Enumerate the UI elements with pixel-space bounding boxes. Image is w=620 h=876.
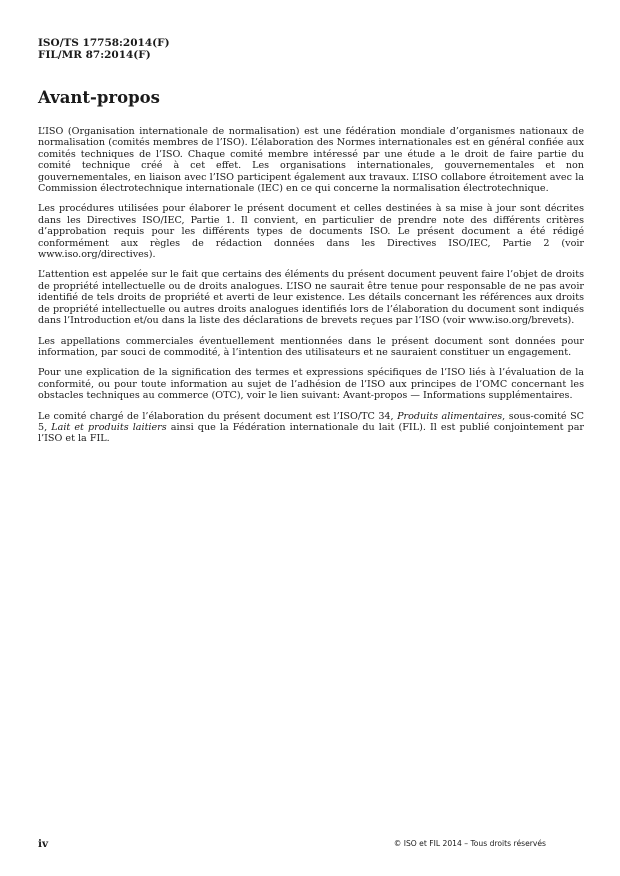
paragraph-iso-organisation: L’ISO (Organisation internationale de normalisation) est une fédération mondiale d’organismes nationaux de normalisation (comités membres de l’ISO). L’élaboration des Normes internationales est en général confiée aux comités techniques de l’ISO. Chaque comité membre intéressé par une étude a le droit de faire partie du comité technique créé à cet effet. Les organisations internationales, gouvernementales et non gouvernementales, en liaison avec l’ISO participent également aux travaux. L’ISO collabore étroitement avec la Commission électrotechnique internationale (IEC) en ce qui concerne la normalisation électrotechnique. (38, 126, 584, 195)
copyright-notice: © ISO et FIL 2014 – Tous droits réservés (393, 839, 546, 848)
committee-text-2: , sous-comité SC 5, (38, 410, 584, 433)
paragraph-conformity-terms: Pour une explication de la signification des termes et expressions spécifiques de l’ISO liés à l’évaluation de la conformité, ou pour toute information au sujet de l’adhésion de l’ISO aux principes de l’OMC concernant les obstacles techniques au commerce (OTC), voir le lien suivant: Avant-propos — Informations supplémentaires. (38, 367, 584, 402)
paragraph-procedures: Les procédures utilisées pour élaborer le présent document et celles destinées à sa mise à jour sont décrites dans les Directives ISO/IEC, Partie 1. Il convient, en particulier de prendre note des différents critères d’approbation requis pour les différents types de documents ISO. Le présent document a été rédigé conformément aux règles de rédaction données dans les Directives ISO/IEC, Partie 2 (voir www.iso.org/directives). (38, 203, 584, 261)
foreword-body (38, 126, 584, 454)
paragraph-patent-rights: L’attention est appelée sur le fait que certains des éléments du présent document peuvent faire l’objet de droits de propriété intellectuelle ou de droits analogues. L’ISO ne saurait être tenue pour responsable de ne pas avoir identifié de tels droits de propriété et averti de leur existence. Les détails concernant les références aux droits de propriété intellectuelle ou autres droits analogues identifiés lors de l’élaboration du document sont indiqués dans l’Introduction et/ou dans la liste des déclarations de brevets reçues par l’ISO (voir www.iso.org/brevets). (38, 269, 584, 327)
section-title: Avant-propos (38, 88, 160, 107)
page-footer (38, 838, 546, 852)
document-identifier (38, 37, 170, 61)
iso-reference: ISO/TS 17758:2014(F) (38, 37, 170, 49)
committee-text-1: Le comité chargé de l’élaboration du présent document est l’ISO/TC 34, (38, 410, 398, 422)
committee-text-3: ainsi que la Fédération internationale du lait (FIL). Il est publié conjointement par l’ISO et la FIL. (38, 421, 585, 445)
subcommittee-name-milk-products: Lait et produits laitiers (51, 421, 167, 433)
fil-reference: FIL/MR 87:2014(F) (38, 49, 151, 61)
page-number: iv (38, 838, 49, 850)
committee-name-food-products: Produits alimentaires (397, 410, 503, 422)
paragraph-committee (38, 411, 584, 445)
paragraph-trade-names: Les appellations commerciales éventuellement mentionnées dans le présent document sont données pour information, par souci de commodité, à l’intention des utilisateurs et ne sauraient constituer un engagement. (38, 335, 584, 358)
